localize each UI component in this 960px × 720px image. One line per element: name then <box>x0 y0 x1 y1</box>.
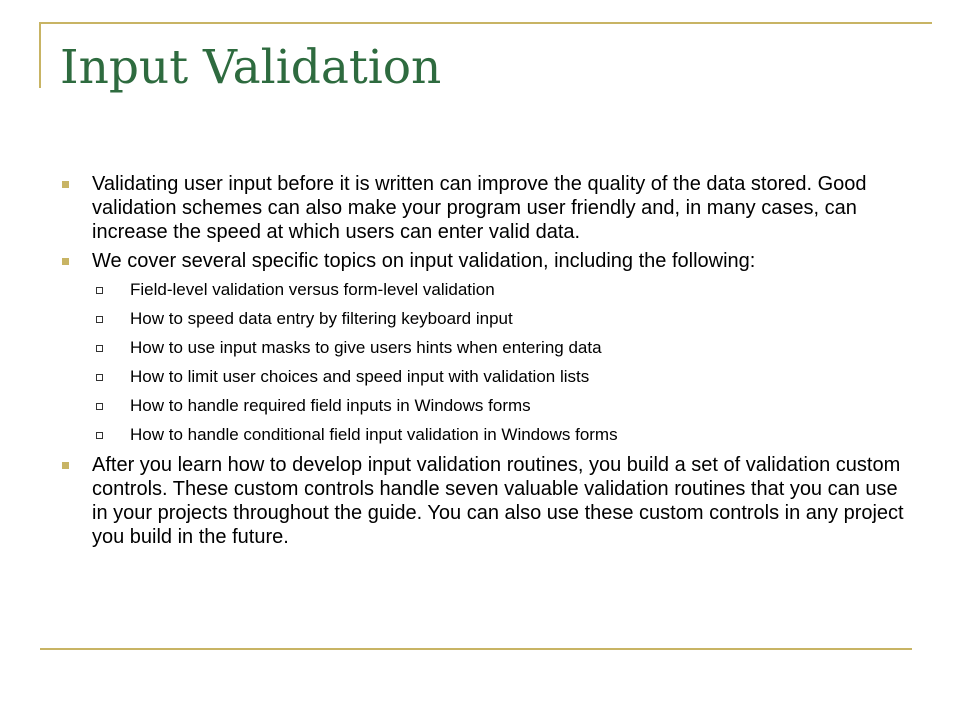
sub-bullet-item <box>58 366 908 387</box>
sub-bullet-list <box>58 279 908 445</box>
square-bullet-icon <box>62 181 69 188</box>
bullet-item <box>58 172 908 244</box>
slide-title: Input Validation <box>60 40 442 95</box>
bullet-item <box>58 249 908 273</box>
sub-bullet-item <box>58 395 908 416</box>
hollow-square-bullet-icon <box>96 345 103 352</box>
bullet-text: We cover several specific topics on input validation, including the following: <box>92 250 756 272</box>
hollow-square-bullet-icon <box>96 432 103 439</box>
hollow-square-bullet-icon <box>96 374 103 381</box>
sub-bullet-item <box>58 279 908 300</box>
sub-bullet-text: How to handle conditional field input validation in Windows forms <box>130 425 618 444</box>
bullet-text: After you learn how to develop input validation routines, you build a set of validation custom controls. These custom controls handle seven valuable validation routines that you can use in your projects throughout the guide. You can also use these custom controls in any project you build in the future. <box>92 454 904 548</box>
sub-bullet-text: Field-level validation versus form-level validation <box>130 280 495 299</box>
bullet-text: Validating user input before it is written can improve the quality of the data stored. Good validation schemes can also make your program user friendly and, in many cases, can increase the speed at which users can enter valid data. <box>92 173 867 243</box>
sub-bullet-item <box>58 337 908 358</box>
hollow-square-bullet-icon <box>96 316 103 323</box>
frame-left-line <box>39 22 41 88</box>
frame-top-line <box>40 22 932 24</box>
hollow-square-bullet-icon <box>96 287 103 294</box>
sub-bullet-item <box>58 308 908 329</box>
sub-bullet-item <box>58 424 908 445</box>
bullet-item <box>58 453 908 549</box>
hollow-square-bullet-icon <box>96 403 103 410</box>
sub-bullet-text: How to speed data entry by filtering keyboard input <box>130 309 513 328</box>
square-bullet-icon <box>62 462 69 469</box>
slide-content <box>58 172 908 554</box>
square-bullet-icon <box>62 258 69 265</box>
frame-bottom-line <box>40 648 912 650</box>
sub-bullet-text: How to handle required field inputs in Windows forms <box>130 396 531 415</box>
sub-bullet-text: How to use input masks to give users hints when entering data <box>130 338 602 357</box>
sub-bullet-text: How to limit user choices and speed input with validation lists <box>130 367 590 386</box>
